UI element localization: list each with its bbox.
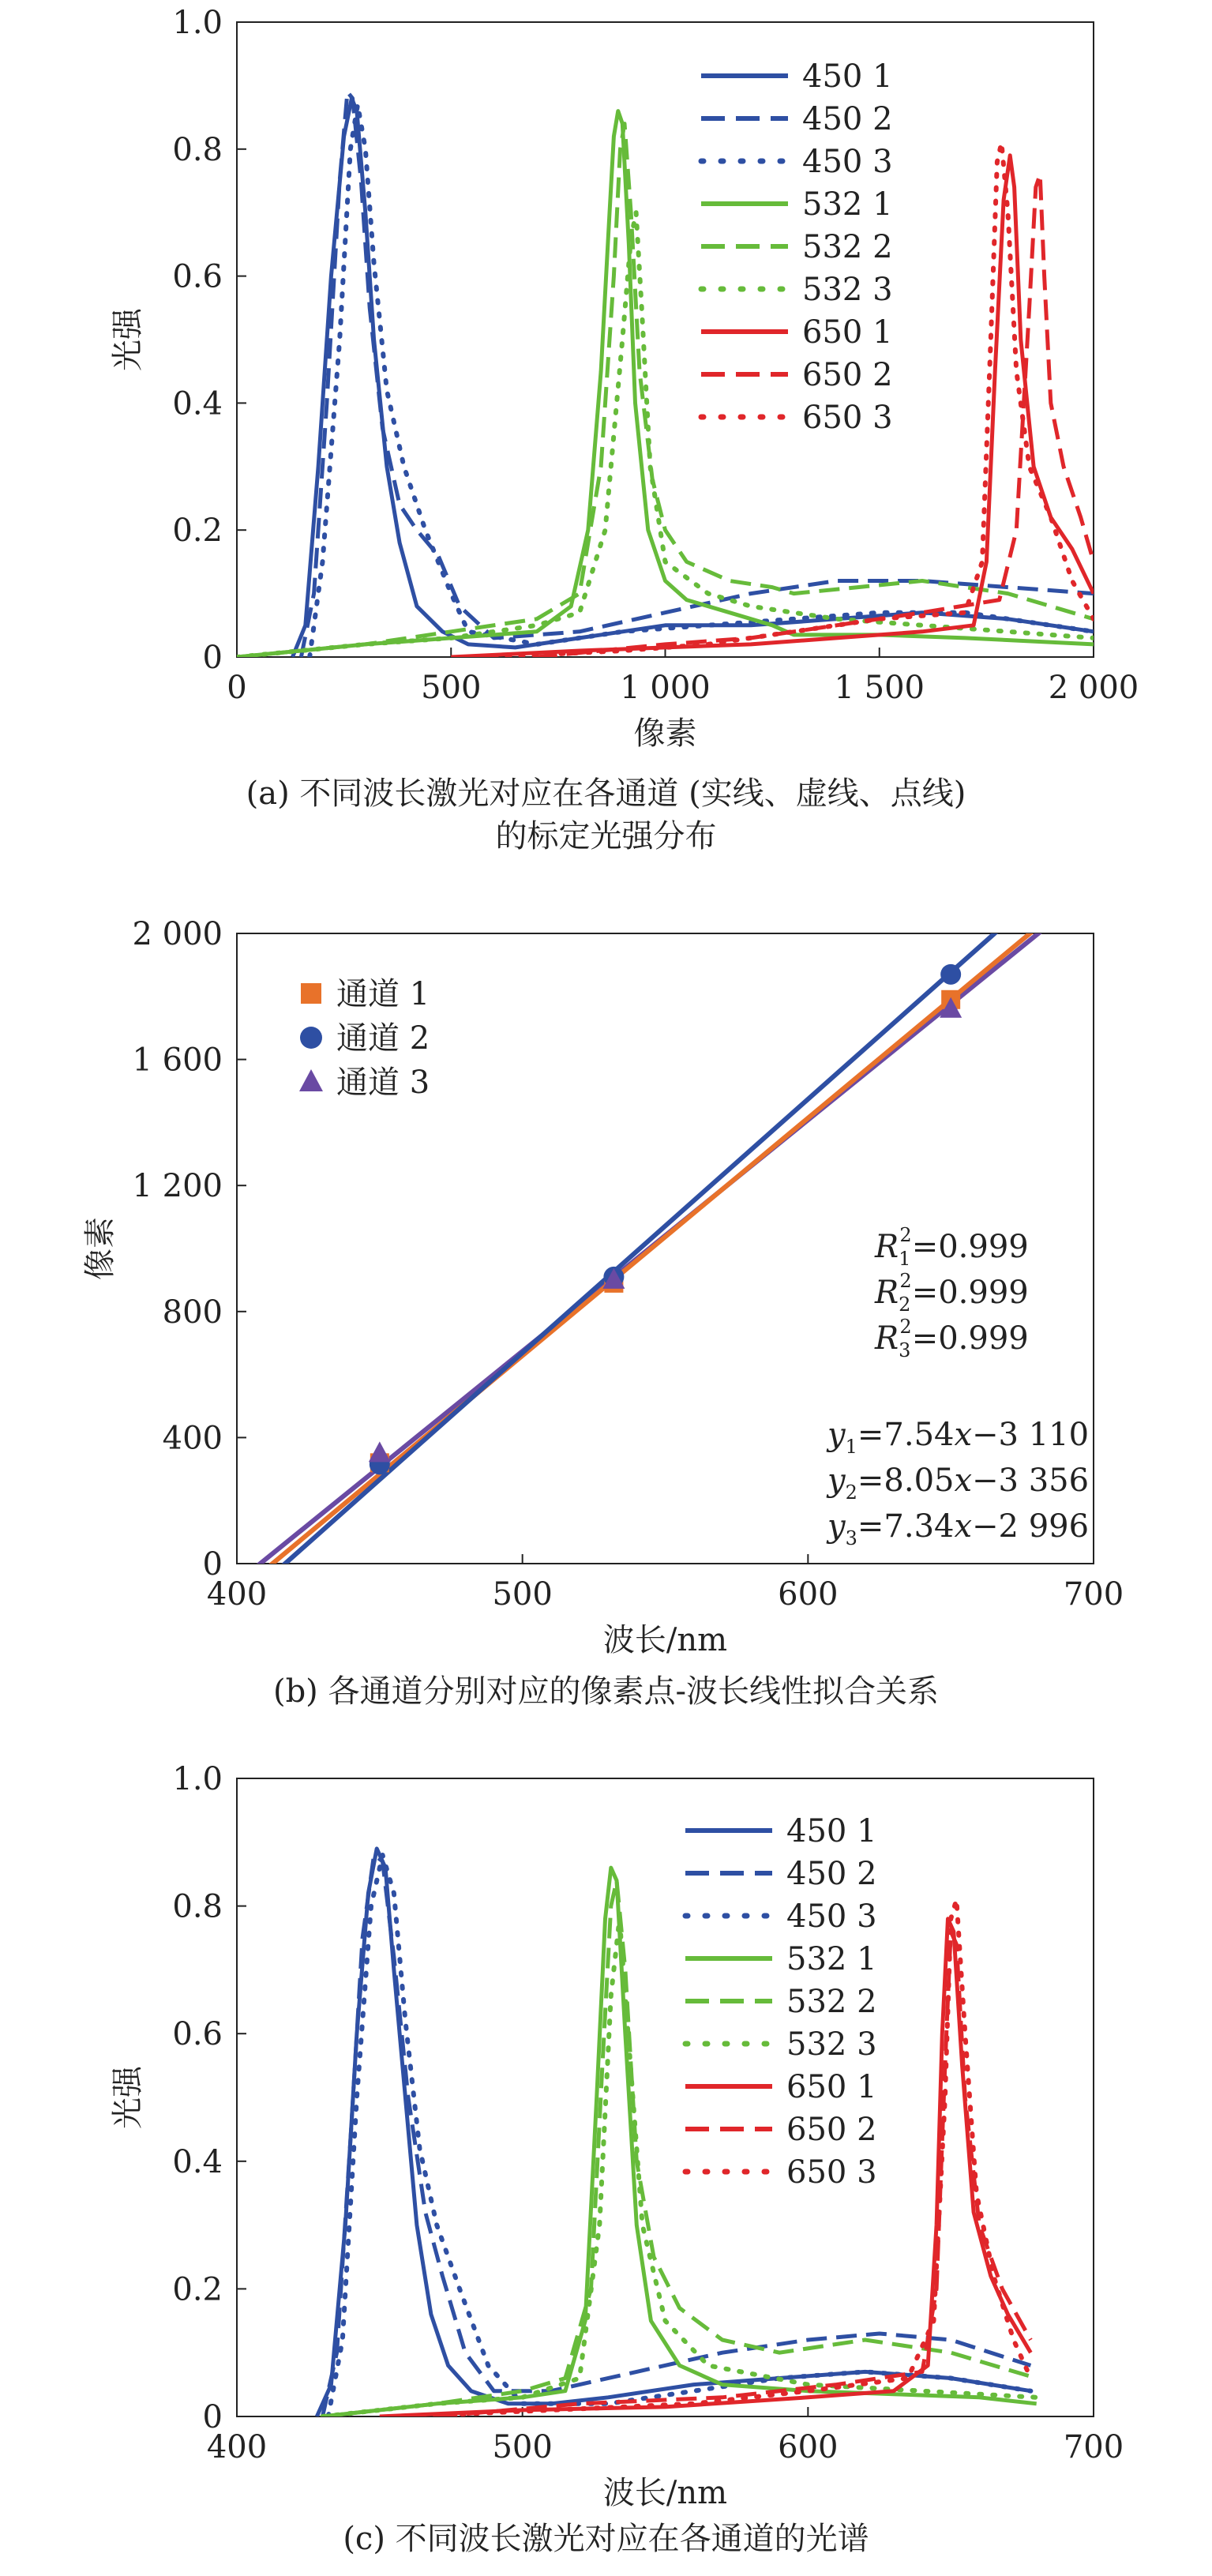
a-legend-label-8: 650 3	[802, 400, 893, 436]
b-legend-label-2: 通道 3	[336, 1065, 430, 1101]
c-ytick-label-5: 1.0	[172, 1761, 223, 1797]
a-series-line-5	[237, 212, 1094, 657]
c-xlabel: 波长/nm	[602, 2475, 728, 2511]
c-legend-label-7: 650 2	[786, 2112, 877, 2148]
a-xtick-label-3: 1 500	[834, 670, 925, 706]
c-ytick-label-4: 0.8	[172, 1888, 223, 1925]
a-legend-label-6: 650 1	[802, 314, 893, 351]
a-ytick-label-3: 0.6	[172, 258, 223, 295]
a-ytick-label-0: 0	[202, 640, 223, 676]
c-ytick-label-2: 0.4	[172, 2143, 223, 2180]
c-legend-label-8: 650 3	[786, 2154, 877, 2191]
c-legend-label-3: 532 1	[786, 1941, 877, 1977]
b-xtick-label-1: 500	[492, 1576, 553, 1613]
a-legend-label-3: 532 1	[802, 186, 893, 223]
caption-b	[0, 1670, 1212, 1713]
panel-a	[0, 0, 1212, 861]
a-xtick-label-4: 2 000	[1048, 670, 1139, 706]
a-legend-label-2: 450 3	[802, 144, 893, 180]
a-ytick-label-4: 0.8	[172, 131, 223, 168]
a-ytick-label-2: 0.4	[172, 385, 223, 422]
panel-c	[0, 1745, 1212, 2573]
b-ytick-label-5: 2 000	[132, 916, 223, 952]
b-legend-label-1: 通道 2	[336, 1020, 430, 1057]
c-legend-label-1: 450 2	[786, 1856, 877, 1892]
c-series-group	[317, 1849, 1036, 2416]
b-r2-2: $R_32=0.999$	[875, 1316, 1029, 1361]
b-fit-eq-1: $y_2=8.05x-3$ 356	[827, 1463, 1090, 1504]
b-point-2-0	[369, 1441, 391, 1462]
c-ytick-label-1: 0.2	[172, 2271, 223, 2308]
b-ytick-label-4: 1 600	[132, 1042, 223, 1079]
a-series-line-0	[293, 99, 1094, 658]
a-legend-label-1: 450 2	[802, 101, 893, 137]
a-series-line-6	[451, 156, 1094, 657]
b-r2-0: $R_12=0.999$	[875, 1224, 1029, 1270]
a-series-line-1	[301, 92, 1094, 657]
c-xtick-label-0: 400	[206, 2429, 268, 2465]
c-legend-label-4: 532 2	[786, 1984, 877, 2020]
c-xtick-label-2: 600	[778, 2429, 839, 2465]
b-legend-marker-2	[299, 1069, 323, 1091]
b-xlabel: 波长/nm	[602, 1622, 728, 1658]
b-legend-marker-0	[301, 983, 321, 1004]
b-xtick-label-0: 400	[206, 1576, 268, 1613]
chart-c	[0, 1745, 1212, 2573]
a-legend-label-0: 450 1	[802, 58, 893, 95]
caption-a	[0, 772, 1212, 858]
a-ytick-label-1: 0.2	[172, 513, 223, 550]
chart-b	[0, 877, 1212, 1729]
b-ytick-label-3: 1 200	[132, 1168, 223, 1205]
c-ytick-label-0: 0	[202, 2399, 223, 2435]
a-legend-label-4: 532 2	[802, 229, 893, 265]
caption-b-line1: (b) 各通道分别对应的像素点-波长线性拟合关系	[272, 1673, 940, 1710]
c-legend-label-0: 450 1	[786, 1813, 877, 1849]
c-series-line-2	[328, 1855, 1031, 2416]
c-legend-label-2: 450 3	[786, 1898, 877, 1935]
caption-a-line2: 的标定光强分布	[495, 818, 717, 854]
b-xtick-label-3: 700	[1063, 1576, 1124, 1613]
b-xtick-label-2: 600	[778, 1576, 839, 1613]
a-series-group	[237, 92, 1094, 657]
c-xtick-label-1: 500	[492, 2429, 553, 2465]
panel-b	[0, 877, 1212, 1729]
b-legend-marker-1	[300, 1027, 322, 1049]
a-xtick-label-0: 0	[227, 670, 247, 706]
c-legend-label-6: 650 1	[786, 2069, 877, 2105]
c-ylabel: 光强	[110, 2066, 146, 2129]
b-point-1-2	[940, 964, 961, 985]
chart-a	[0, 0, 1212, 861]
caption-c	[0, 2518, 1212, 2560]
a-xtick-label-1: 500	[421, 670, 482, 706]
a-ytick-label-5: 1.0	[172, 5, 223, 41]
b-ytick-label-2: 800	[162, 1294, 223, 1331]
c-ytick-label-3: 0.6	[172, 2016, 223, 2053]
b-ytick-label-1: 400	[162, 1420, 223, 1457]
b-fit-eq-2: $y_3=7.34x-2$ 996	[827, 1508, 1090, 1549]
b-legend-label-0: 通道 1	[336, 976, 430, 1012]
a-legend-label-5: 532 3	[802, 272, 893, 308]
a-xtick-label-2: 1 000	[620, 670, 711, 706]
b-ytick-label-0: 0	[202, 1546, 223, 1583]
a-ylabel: 光强	[110, 308, 146, 371]
b-fit-eq-0: $y_1=7.54x-3$ 110	[827, 1417, 1090, 1458]
a-legend-label-7: 650 2	[802, 357, 893, 393]
b-r2-1: $R_22=0.999$	[875, 1270, 1029, 1316]
caption-a-line1: (a) 不同波长激光对应在各通道 (实线、虚线、点线)	[246, 775, 966, 812]
caption-c-line1: (c) 不同波长激光对应在各通道的光谱	[343, 2521, 869, 2557]
b-ylabel: 像素	[82, 1217, 118, 1280]
a-xlabel: 像素	[633, 715, 697, 752]
c-legend-label-5: 532 3	[786, 2026, 877, 2063]
c-xtick-label-3: 700	[1063, 2429, 1124, 2465]
